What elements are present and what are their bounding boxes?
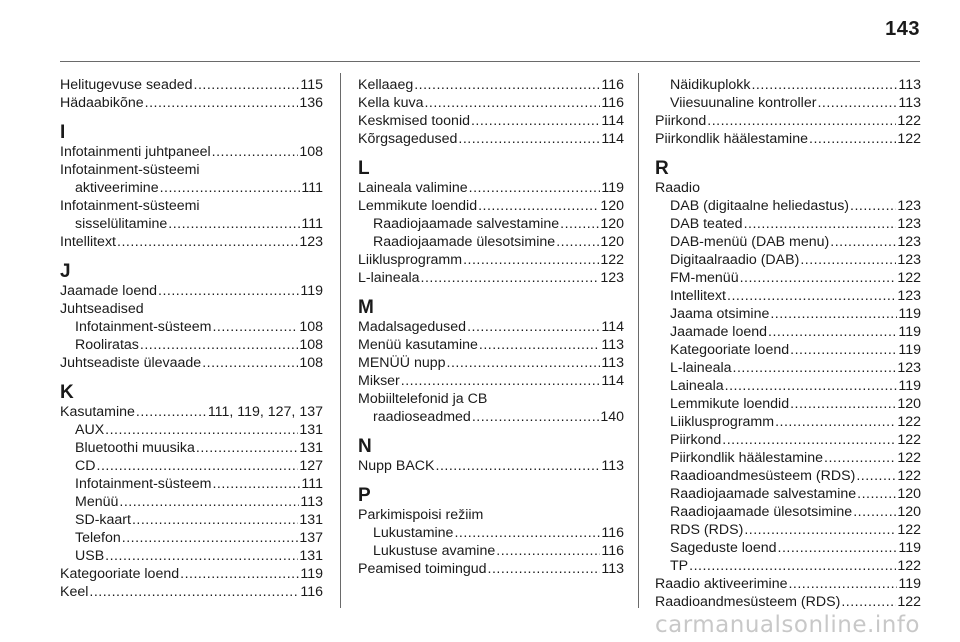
entry-label: Juhtseadiste ülevaade xyxy=(60,355,202,371)
index-subentry[interactable] xyxy=(655,287,921,305)
entry-label: Viiesuunaline kontroller xyxy=(670,95,817,111)
entry-label: Jaama otsimine xyxy=(670,306,770,322)
entry-label: Lemmikute loendid xyxy=(358,198,478,214)
entry-label: Raadiojaamade ülesotsimine xyxy=(373,234,556,250)
entry-label: DAB (digitaalne heliedastus) xyxy=(670,198,850,214)
index-group-heading: Infotainment-süsteemi xyxy=(60,162,200,178)
entry-page-number: 119 xyxy=(898,576,921,592)
dot-leader xyxy=(105,547,298,565)
entry-page-number: 116 xyxy=(601,95,624,111)
dot-leader xyxy=(89,583,299,601)
entry-label: DAB teated xyxy=(670,216,743,232)
index-subentry[interactable] xyxy=(60,529,323,547)
entry-label: Kõrgsagedused xyxy=(358,131,458,147)
dot-leader xyxy=(160,179,301,197)
entry-label: Raadiojaamade salvestamine xyxy=(670,486,857,502)
dot-leader xyxy=(830,233,896,251)
index-group-heading: Infotainment-süsteemi xyxy=(60,198,200,214)
entry-page-number: 111 xyxy=(301,180,323,196)
entry-label: TP xyxy=(670,558,689,574)
entry-page-number: 113 xyxy=(898,77,921,93)
index-subentry[interactable] xyxy=(358,542,624,560)
entry-page-number: 119 xyxy=(601,180,624,196)
index-subentry[interactable] xyxy=(60,318,323,336)
dot-leader xyxy=(733,359,897,377)
index-column-3 xyxy=(655,76,921,611)
entry-page-number: 120 xyxy=(897,486,921,502)
entry-label: Sageduste loend xyxy=(670,540,777,556)
entry-page-number: 120 xyxy=(897,504,921,520)
dot-leader xyxy=(436,457,601,475)
entry-page-number: 120 xyxy=(897,396,921,412)
entry-page-number: 122 xyxy=(897,522,921,538)
index-letter-heading: P xyxy=(358,485,371,506)
entry-label: Telefon xyxy=(75,530,121,546)
index-subentry[interactable] xyxy=(60,179,323,197)
index-group-heading: Juhtseadised xyxy=(60,301,144,317)
dot-leader xyxy=(488,560,601,578)
dot-leader xyxy=(689,557,896,575)
entry-label: CD xyxy=(75,458,96,474)
entry-page-number: 136 xyxy=(299,95,323,111)
entry-label: Infotainmenti juhtpaneel xyxy=(60,144,211,160)
index-subentry[interactable] xyxy=(60,511,323,529)
dot-leader xyxy=(132,511,298,529)
dot-leader xyxy=(212,318,298,336)
index-entry[interactable] xyxy=(60,354,323,372)
dot-leader xyxy=(770,305,897,323)
entry-page-number: 123 xyxy=(897,288,921,304)
dot-leader xyxy=(722,431,896,449)
dot-leader xyxy=(479,336,601,354)
index-entry[interactable] xyxy=(60,282,323,300)
dot-leader xyxy=(401,372,601,390)
entry-page-number: 122 xyxy=(897,113,921,129)
dot-leader xyxy=(158,282,299,300)
entry-page-number: 140 xyxy=(600,409,624,425)
dot-leader xyxy=(478,197,599,215)
index-subentry[interactable] xyxy=(655,539,921,557)
entry-label: Kategooriate loend xyxy=(60,566,180,582)
index-letter-heading: K xyxy=(60,382,74,403)
entry-page-number: 122 xyxy=(897,468,921,484)
entry-page-number: 108 xyxy=(299,319,323,335)
entry-page-number: 116 xyxy=(601,543,624,559)
index-entry[interactable] xyxy=(358,179,624,197)
dot-leader xyxy=(180,565,299,583)
entry-label: Raadioandmesüsteem (RDS) xyxy=(670,468,856,484)
entry-page-number: 116 xyxy=(300,584,323,600)
dot-leader xyxy=(744,521,896,539)
index-column-1 xyxy=(60,76,323,601)
entry-page-number: 120 xyxy=(600,216,624,232)
entry-label: Piirkond xyxy=(655,113,707,129)
entry-label: Digitaalraadio (DAB) xyxy=(670,252,800,268)
index-entry[interactable] xyxy=(655,593,921,611)
entry-label: Laineala xyxy=(670,378,724,394)
entry-label: Kellaaeg xyxy=(358,77,414,93)
entry-page-number: 122 xyxy=(897,432,921,448)
entry-page-number: 113 xyxy=(300,494,323,510)
dot-leader xyxy=(140,336,298,354)
entry-page-number: 123 xyxy=(897,234,921,250)
index-subentry[interactable] xyxy=(655,395,921,413)
entry-label: Keel xyxy=(60,584,89,600)
entry-page-number: 119 xyxy=(898,378,921,394)
entry-label: sisselülitamine xyxy=(75,216,168,232)
entry-page-number: 113 xyxy=(601,561,624,577)
index-letter-heading: M xyxy=(358,297,374,318)
entry-page-number: 111, 119, 127, 137 xyxy=(207,404,323,420)
entry-label: L-laineala xyxy=(358,270,420,286)
index-subentry[interactable] xyxy=(655,521,921,539)
dot-leader xyxy=(751,76,897,94)
index-subentry[interactable] xyxy=(655,557,921,575)
index-entry[interactable] xyxy=(60,143,323,161)
entry-label: Bluetoothi muusika xyxy=(75,440,195,456)
entry-label: Mikser xyxy=(358,373,400,389)
dot-leader xyxy=(196,439,298,457)
entry-label: L-laineala xyxy=(670,360,732,376)
index-subentry[interactable] xyxy=(655,413,921,431)
entry-page-number: 122 xyxy=(897,594,921,610)
entry-label: Rooliratas xyxy=(75,337,139,353)
index-entry[interactable] xyxy=(358,251,624,269)
dot-leader xyxy=(727,287,896,305)
entry-label: Nupp BACK xyxy=(358,458,435,474)
dot-leader xyxy=(790,395,896,413)
dot-leader xyxy=(744,215,897,233)
entry-page-number: 131 xyxy=(299,440,323,456)
dot-leader xyxy=(856,467,896,485)
page-number: 143 xyxy=(885,18,920,40)
dot-leader xyxy=(424,94,600,112)
entry-page-number: 123 xyxy=(897,252,921,268)
entry-label: Madalsagedused xyxy=(358,319,467,335)
dot-leader xyxy=(725,377,898,395)
index-entry[interactable] xyxy=(60,583,323,601)
dot-leader xyxy=(122,529,299,547)
index-group-heading: Raadio xyxy=(655,180,700,196)
index-column-2 xyxy=(358,76,624,578)
dot-leader xyxy=(145,94,299,112)
entry-label: Menüü xyxy=(75,494,119,510)
index-subentry[interactable] xyxy=(655,323,921,341)
index-entry[interactable] xyxy=(655,112,921,130)
entry-label: Helitugevuse seaded xyxy=(60,77,193,93)
entry-label: aktiveerimine xyxy=(75,180,159,196)
dot-leader xyxy=(194,76,300,94)
dot-leader xyxy=(471,112,600,130)
dot-leader xyxy=(707,112,896,130)
entry-label: Raadioandmesüsteem (RDS) xyxy=(655,594,841,610)
index-entry[interactable] xyxy=(60,76,323,94)
index-subentry[interactable] xyxy=(358,215,624,233)
entry-label: Piirkondlik häälestamine xyxy=(670,450,823,466)
dot-leader xyxy=(117,233,298,251)
entry-page-number: 113 xyxy=(898,95,921,111)
index-subentry[interactable] xyxy=(655,503,921,521)
dot-leader xyxy=(469,179,601,197)
dot-leader xyxy=(472,408,600,426)
watermark: carmanualsonline.info xyxy=(654,612,920,638)
dot-leader xyxy=(463,251,599,269)
dot-leader xyxy=(841,593,896,611)
entry-label: MENÜÜ nupp xyxy=(358,355,446,371)
entry-page-number: 114 xyxy=(601,373,624,389)
index-entry[interactable] xyxy=(358,336,624,354)
entry-page-number: 119 xyxy=(300,283,323,299)
index-letter-heading: L xyxy=(358,158,370,179)
index-subentry[interactable] xyxy=(60,493,323,511)
entry-label: USB xyxy=(75,548,105,564)
entry-label: FM-menüü xyxy=(670,270,739,286)
index-entry[interactable] xyxy=(655,575,921,593)
index-entry[interactable] xyxy=(358,457,624,475)
entry-page-number: 123 xyxy=(600,270,624,286)
entry-page-number: 116 xyxy=(601,77,624,93)
entry-page-number: 122 xyxy=(897,558,921,574)
dot-leader xyxy=(467,318,600,336)
dot-leader xyxy=(809,130,896,148)
index-entry[interactable] xyxy=(655,130,921,148)
index-subentry[interactable] xyxy=(655,94,921,112)
entry-label: AUX xyxy=(75,422,105,438)
index-group-heading: Parkimispoisi režiim xyxy=(358,507,484,523)
index-entry[interactable] xyxy=(60,233,323,251)
entry-page-number: 123 xyxy=(897,198,921,214)
index-subentry[interactable] xyxy=(60,547,323,565)
dot-leader xyxy=(800,251,896,269)
entry-page-number: 119 xyxy=(300,566,323,582)
index-subentry[interactable] xyxy=(60,439,323,457)
entry-label: Hädaabikõne xyxy=(60,95,144,111)
entry-label: Raadiojaamade salvestamine xyxy=(373,216,560,232)
index-subentry[interactable] xyxy=(655,431,921,449)
entry-page-number: 131 xyxy=(299,512,323,528)
entry-page-number: 131 xyxy=(299,422,323,438)
index-subentry[interactable] xyxy=(60,475,323,493)
entry-page-number: 123 xyxy=(299,234,323,250)
entry-page-number: 113 xyxy=(601,355,624,371)
index-entry[interactable] xyxy=(60,94,323,112)
entry-label: Infotainment-süsteem xyxy=(75,476,212,492)
index-entry[interactable] xyxy=(358,76,624,94)
dot-leader xyxy=(458,130,600,148)
entry-page-number: 122 xyxy=(897,450,921,466)
dot-leader xyxy=(740,269,897,287)
index-entry[interactable] xyxy=(358,560,624,578)
dot-leader xyxy=(202,354,298,372)
index-subentry[interactable] xyxy=(60,215,323,233)
entry-page-number: 122 xyxy=(897,414,921,430)
entry-label: Keskmised toonid xyxy=(358,113,470,129)
index-entry[interactable] xyxy=(358,269,624,287)
entry-page-number: 119 xyxy=(898,306,921,322)
index-entry[interactable] xyxy=(358,94,624,112)
entry-page-number: 131 xyxy=(299,548,323,564)
entry-label: Kella kuva xyxy=(358,95,424,111)
entry-page-number: 122 xyxy=(600,252,624,268)
entry-page-number: 123 xyxy=(897,360,921,376)
entry-label: Lemmikute loendid xyxy=(670,396,790,412)
index-subentry[interactable] xyxy=(655,485,921,503)
index-subentry[interactable] xyxy=(358,408,624,426)
entry-page-number: 111 xyxy=(301,216,323,232)
entry-label: Raadiojaamade ülesotsimine xyxy=(670,504,853,520)
index-entry[interactable] xyxy=(358,372,624,390)
entry-page-number: 119 xyxy=(898,342,921,358)
dot-leader xyxy=(857,485,896,503)
entry-page-number: 115 xyxy=(300,77,323,93)
index-subentry[interactable] xyxy=(60,457,323,475)
entry-label: Laineala valimine xyxy=(358,180,468,196)
entry-label: Menüü kasutamine xyxy=(358,337,478,353)
index-subentry[interactable] xyxy=(358,524,624,542)
entry-label: Lukustamine xyxy=(373,525,454,541)
entry-page-number: 113 xyxy=(601,458,624,474)
entry-page-number: 114 xyxy=(601,131,624,147)
dot-leader xyxy=(824,449,896,467)
dot-leader xyxy=(414,76,600,94)
dot-leader xyxy=(105,421,298,439)
entry-page-number: 108 xyxy=(299,355,323,371)
index-subentry[interactable] xyxy=(655,377,921,395)
index-group-heading: Mobiiltelefonid ja CB xyxy=(358,391,488,407)
entry-label: Lukustuse avamine xyxy=(373,543,496,559)
entry-label: Näidikuplokk xyxy=(670,77,751,93)
index-subentry[interactable] xyxy=(655,76,921,94)
index-subentry[interactable] xyxy=(655,233,921,251)
dot-leader xyxy=(850,197,896,215)
entry-page-number: 120 xyxy=(600,198,624,214)
dot-leader xyxy=(119,493,299,511)
entry-page-number: 108 xyxy=(299,337,323,353)
index-entry[interactable] xyxy=(60,565,323,583)
index-entry[interactable] xyxy=(358,130,624,148)
entry-label: Liiklusprogramm xyxy=(358,252,463,268)
dot-leader xyxy=(168,215,300,233)
index-subentry[interactable] xyxy=(655,341,921,359)
entry-page-number: 137 xyxy=(299,530,323,546)
entry-label: Intellitext xyxy=(670,288,726,304)
entry-label: Jaamade loend xyxy=(670,324,768,340)
entry-page-number: 113 xyxy=(601,337,624,353)
entry-page-number: 123 xyxy=(897,216,921,232)
dot-leader xyxy=(447,354,601,372)
entry-label: Liiklusprogramm xyxy=(670,414,775,430)
entry-label: Infotainment-süsteem xyxy=(75,319,212,335)
dot-leader xyxy=(212,475,300,493)
index-subentry[interactable] xyxy=(358,233,624,251)
entry-label: raadioseadmed xyxy=(373,409,471,425)
entry-page-number: 127 xyxy=(299,458,323,474)
index-entry[interactable] xyxy=(60,403,323,421)
dot-leader xyxy=(790,341,897,359)
dot-leader xyxy=(496,542,600,560)
index-subentry[interactable] xyxy=(655,305,921,323)
index-subentry[interactable] xyxy=(60,421,323,439)
index-subentry[interactable] xyxy=(655,359,921,377)
entry-label: Raadio aktiveerimine xyxy=(655,576,788,592)
entry-label: Peamised toimingud xyxy=(358,561,487,577)
entry-label: Kategooriate loend xyxy=(670,342,790,358)
index-subentry[interactable] xyxy=(60,336,323,354)
index-entry[interactable] xyxy=(358,112,624,130)
entry-label: Jaamade loend xyxy=(60,283,158,299)
entry-page-number: 119 xyxy=(898,540,921,556)
column-divider-2 xyxy=(638,73,639,608)
index-subentry[interactable] xyxy=(655,269,921,287)
entry-page-number: 122 xyxy=(897,270,921,286)
entry-label: Piirkond xyxy=(670,432,722,448)
entry-page-number: 114 xyxy=(601,319,624,335)
entry-page-number: 108 xyxy=(299,144,323,160)
dot-leader xyxy=(560,215,599,233)
entry-page-number: 122 xyxy=(897,131,921,147)
index-letter-heading: R xyxy=(655,158,669,179)
entry-label: Piirkondlik häälestamine xyxy=(655,131,808,147)
dot-leader xyxy=(454,524,600,542)
entry-label: DAB-menüü (DAB menu) xyxy=(670,234,830,250)
entry-label: SD-kaart xyxy=(75,512,131,528)
entry-label: Kasutamine xyxy=(60,404,135,420)
index-letter-heading: I xyxy=(60,122,66,143)
dot-leader xyxy=(853,503,896,521)
dot-leader xyxy=(136,403,207,421)
entry-page-number: 111 xyxy=(301,476,323,492)
index-subentry[interactable] xyxy=(655,197,921,215)
dot-leader xyxy=(768,323,897,341)
entry-page-number: 114 xyxy=(601,113,624,129)
entry-label: RDS (RDS) xyxy=(670,522,744,538)
entry-page-number: 120 xyxy=(600,234,624,250)
index-letter-heading: J xyxy=(60,261,71,282)
dot-leader xyxy=(778,539,898,557)
entry-label: Intellitext xyxy=(60,234,116,250)
entry-page-number: 116 xyxy=(601,525,624,541)
index-subentry[interactable] xyxy=(655,215,921,233)
entry-page-number: 119 xyxy=(898,324,921,340)
index-subentry[interactable] xyxy=(655,467,921,485)
dot-leader xyxy=(817,94,897,112)
dot-leader xyxy=(556,233,599,251)
index-subentry[interactable] xyxy=(655,449,921,467)
dot-leader xyxy=(97,457,299,475)
dot-leader xyxy=(775,413,896,431)
dot-leader xyxy=(788,575,897,593)
index-entry[interactable] xyxy=(358,318,624,336)
dot-leader xyxy=(421,269,600,287)
index-entry[interactable] xyxy=(358,197,624,215)
index-subentry[interactable] xyxy=(655,251,921,269)
index-letter-heading: N xyxy=(358,436,372,457)
index-entry[interactable] xyxy=(358,354,624,372)
dot-leader xyxy=(212,143,299,161)
header-rule xyxy=(60,61,920,62)
column-divider-1 xyxy=(340,73,341,608)
